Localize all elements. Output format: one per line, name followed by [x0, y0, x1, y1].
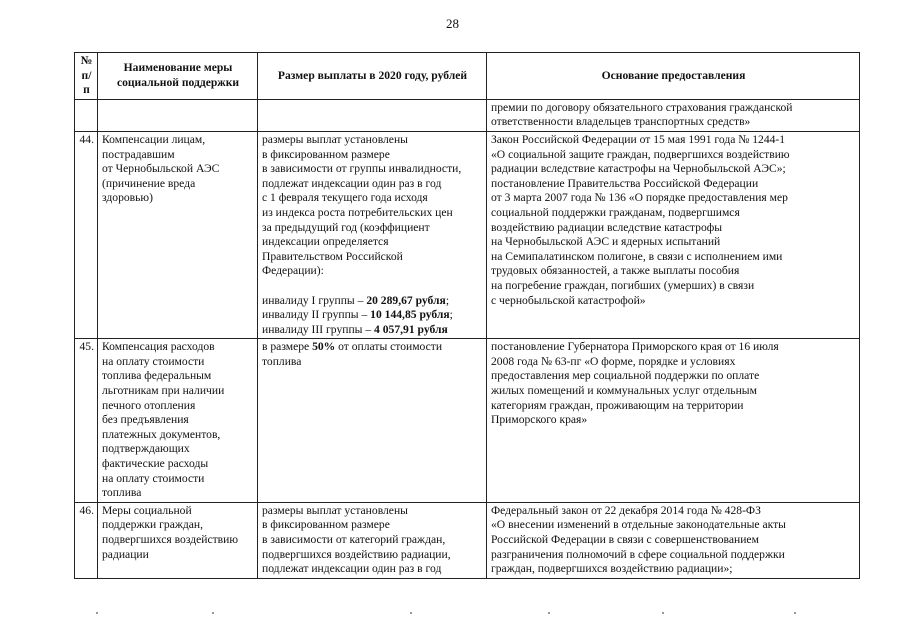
basis-line: на погребение граждан, погибших (умерших) в связи [491, 278, 755, 292]
cell-amount [258, 131, 487, 338]
header-name: Наименование меры социальной поддержки [98, 53, 258, 100]
amount-line: в фиксированном размере [262, 518, 390, 532]
basis-line: от 3 марта 2007 года № 136 «О порядке предоставления мер [491, 191, 788, 205]
name-line: Компенсации лицам, [102, 132, 206, 146]
scan-dot [662, 612, 664, 614]
basis-line: предоставления мер социальной поддержки по оплате [491, 369, 760, 383]
cell-num [75, 99, 98, 131]
name-line: топлива федеральным [102, 369, 212, 383]
cell-basis [487, 131, 860, 338]
name-line: Меры социальной [102, 503, 192, 517]
group-label: инвалиду I группы – [262, 293, 367, 307]
amount-line [262, 340, 483, 355]
basis-line: «О внесении изменений в отдельные законодательные акты [491, 518, 786, 532]
basis-line: Закон Российской Федерации от 15 мая 1991 года № 1244-1 [491, 132, 786, 146]
basis-line: Федеральный закон от 22 декабря 2014 года № 428-ФЗ [491, 503, 761, 517]
name-line: подвергшихся воздействию [102, 533, 239, 546]
name-line: подтверждающих [102, 442, 190, 456]
name-line: Компенсация расходов [102, 340, 215, 354]
group-label: инвалиду III группы – [262, 322, 375, 336]
name-line: печного отопления [102, 398, 196, 412]
basis-line: «О социальной защите граждан, подвергшихся воздействию [491, 147, 790, 161]
table-row-45 [75, 339, 860, 503]
amount-line: индексации определяется [262, 235, 389, 249]
name-line: льготникам при наличии [102, 384, 225, 398]
cell-name [98, 502, 258, 578]
name-line: фактические расходы [102, 457, 209, 471]
basis-line: на Чернобыльской АЭС и ядерных испытаний [491, 235, 721, 249]
basis-line: категориям граждан, проживающим на территории [491, 398, 744, 412]
name-line: радиации [102, 547, 149, 561]
basis-line: постановление Правительства Российской Федерации [491, 176, 759, 190]
name-line: пострадавшим [102, 147, 175, 161]
basis-line: на Семипалатинском полигоне, в связи с исполнением ими [491, 249, 783, 263]
amount-line: Федерации): [262, 264, 324, 278]
cell-basis [487, 99, 860, 131]
cell-name [98, 131, 258, 338]
name-line: на оплату стоимости [102, 354, 205, 368]
basis-line: разграничения полномочий в сфере социальной поддержки [491, 547, 785, 561]
amount-line: подлежат индексации один раз в год [262, 562, 442, 576]
cell-basis [487, 339, 860, 503]
group-value: 20 289,67 рубля [366, 293, 446, 307]
group-label: инвалиду II группы – [262, 308, 371, 322]
amount-line: в зависимости от категорий граждан, [262, 533, 446, 546]
basis-line: постановление Губернатора Приморского края от 16 июля [491, 340, 779, 354]
basis-line: социальной поддержки гражданам, подвергшимся [491, 205, 740, 219]
amount-line: размеры выплат установлены [262, 503, 408, 517]
cell-amount [258, 339, 487, 503]
group-value: 10 144,85 рубля [370, 308, 450, 322]
group-value: 4 057,91 рубля [374, 322, 448, 336]
basis-line: ответственности владельцев транспортных средств» [491, 115, 751, 129]
scan-dot [96, 612, 98, 614]
name-line: от Чернобыльской АЭС [102, 162, 220, 176]
cell-name [98, 339, 258, 503]
scan-dot [794, 612, 796, 614]
name-line: здоровью) [102, 191, 153, 205]
amount-percent: 50% [312, 340, 336, 354]
row-number: 46. [75, 502, 98, 578]
basis-line: трудовых обязанностей, а также выплаты пособия [491, 264, 740, 278]
amount-line: топлива [262, 354, 302, 368]
amount-line: за предыдущий год (коэффициент [262, 220, 430, 234]
name-line: (причинение вреда [102, 176, 196, 190]
row-number: 45. [75, 339, 98, 503]
group-amount-2 [262, 308, 483, 323]
amount-line: из индекса роста потребительских цен [262, 205, 453, 219]
table-row-continuation [75, 99, 860, 131]
basis-line: Российской Федерации в связи с совершенствованием [491, 533, 759, 546]
amount-line: подвергшихся воздействию радиации, [262, 547, 451, 561]
group-suffix: ; [445, 293, 450, 307]
basis-line: премии по договору обязательного страхования гражданской [491, 100, 793, 114]
group-amount-3 [262, 323, 483, 338]
name-line: платежных документов, [102, 427, 221, 441]
name-line: без предъявления [102, 413, 189, 427]
scan-dot [548, 612, 550, 614]
cell-name [98, 99, 258, 131]
basis-line: граждан, подвергшихся воздействию радиации»; [491, 562, 733, 576]
amount-line: в фиксированном размере [262, 147, 390, 161]
header-amount: Размер выплаты в 2020 году, рублей [258, 53, 487, 100]
row-number: 44. [75, 131, 98, 338]
amount-line: с 1 февраля текущего года исходя [262, 191, 428, 205]
group-amount-1 [262, 294, 483, 309]
name-line: на оплату стоимости [102, 471, 205, 485]
cell-amount [258, 502, 487, 578]
amount-prefix: в размере [262, 340, 313, 354]
name-line: поддержки граждан, [102, 518, 204, 532]
basis-line: жилых помещений и коммунальных услуг отдельным [491, 384, 757, 398]
cell-basis [487, 502, 860, 578]
amount-line: размеры выплат установлены [262, 132, 408, 146]
header-basis: Основание предоставления [487, 53, 860, 100]
scan-dot [212, 612, 214, 614]
cell-amount [258, 99, 487, 131]
amount-line: Правительством Российской [262, 249, 403, 263]
amount-suffix: от оплаты стоимости [335, 340, 443, 354]
scan-dot [410, 612, 412, 614]
table-row-44 [75, 131, 860, 338]
page-number: 28 [446, 16, 459, 31]
table-row-46 [75, 502, 860, 578]
name-line: топлива [102, 486, 142, 500]
basis-line: воздействию радиации вследствие катастрофы [491, 220, 723, 234]
benefits-table [74, 52, 860, 579]
group-suffix: ; [449, 308, 453, 322]
scan-dots [74, 612, 860, 618]
amount-line: в зависимости от группы инвалидности, [262, 162, 462, 176]
basis-line: с чернобыльской катастрофой» [491, 293, 646, 307]
header-num: № п/п [75, 53, 98, 100]
amount-line: подлежат индексации один раз в год [262, 176, 442, 190]
basis-line: радиации вследствие катастрофы на Чернобыльской АЭС»; [491, 162, 786, 176]
basis-line: Приморского края» [491, 413, 588, 427]
basis-line: 2008 года № 63-пг «О форме, порядке и условиях [491, 354, 736, 368]
